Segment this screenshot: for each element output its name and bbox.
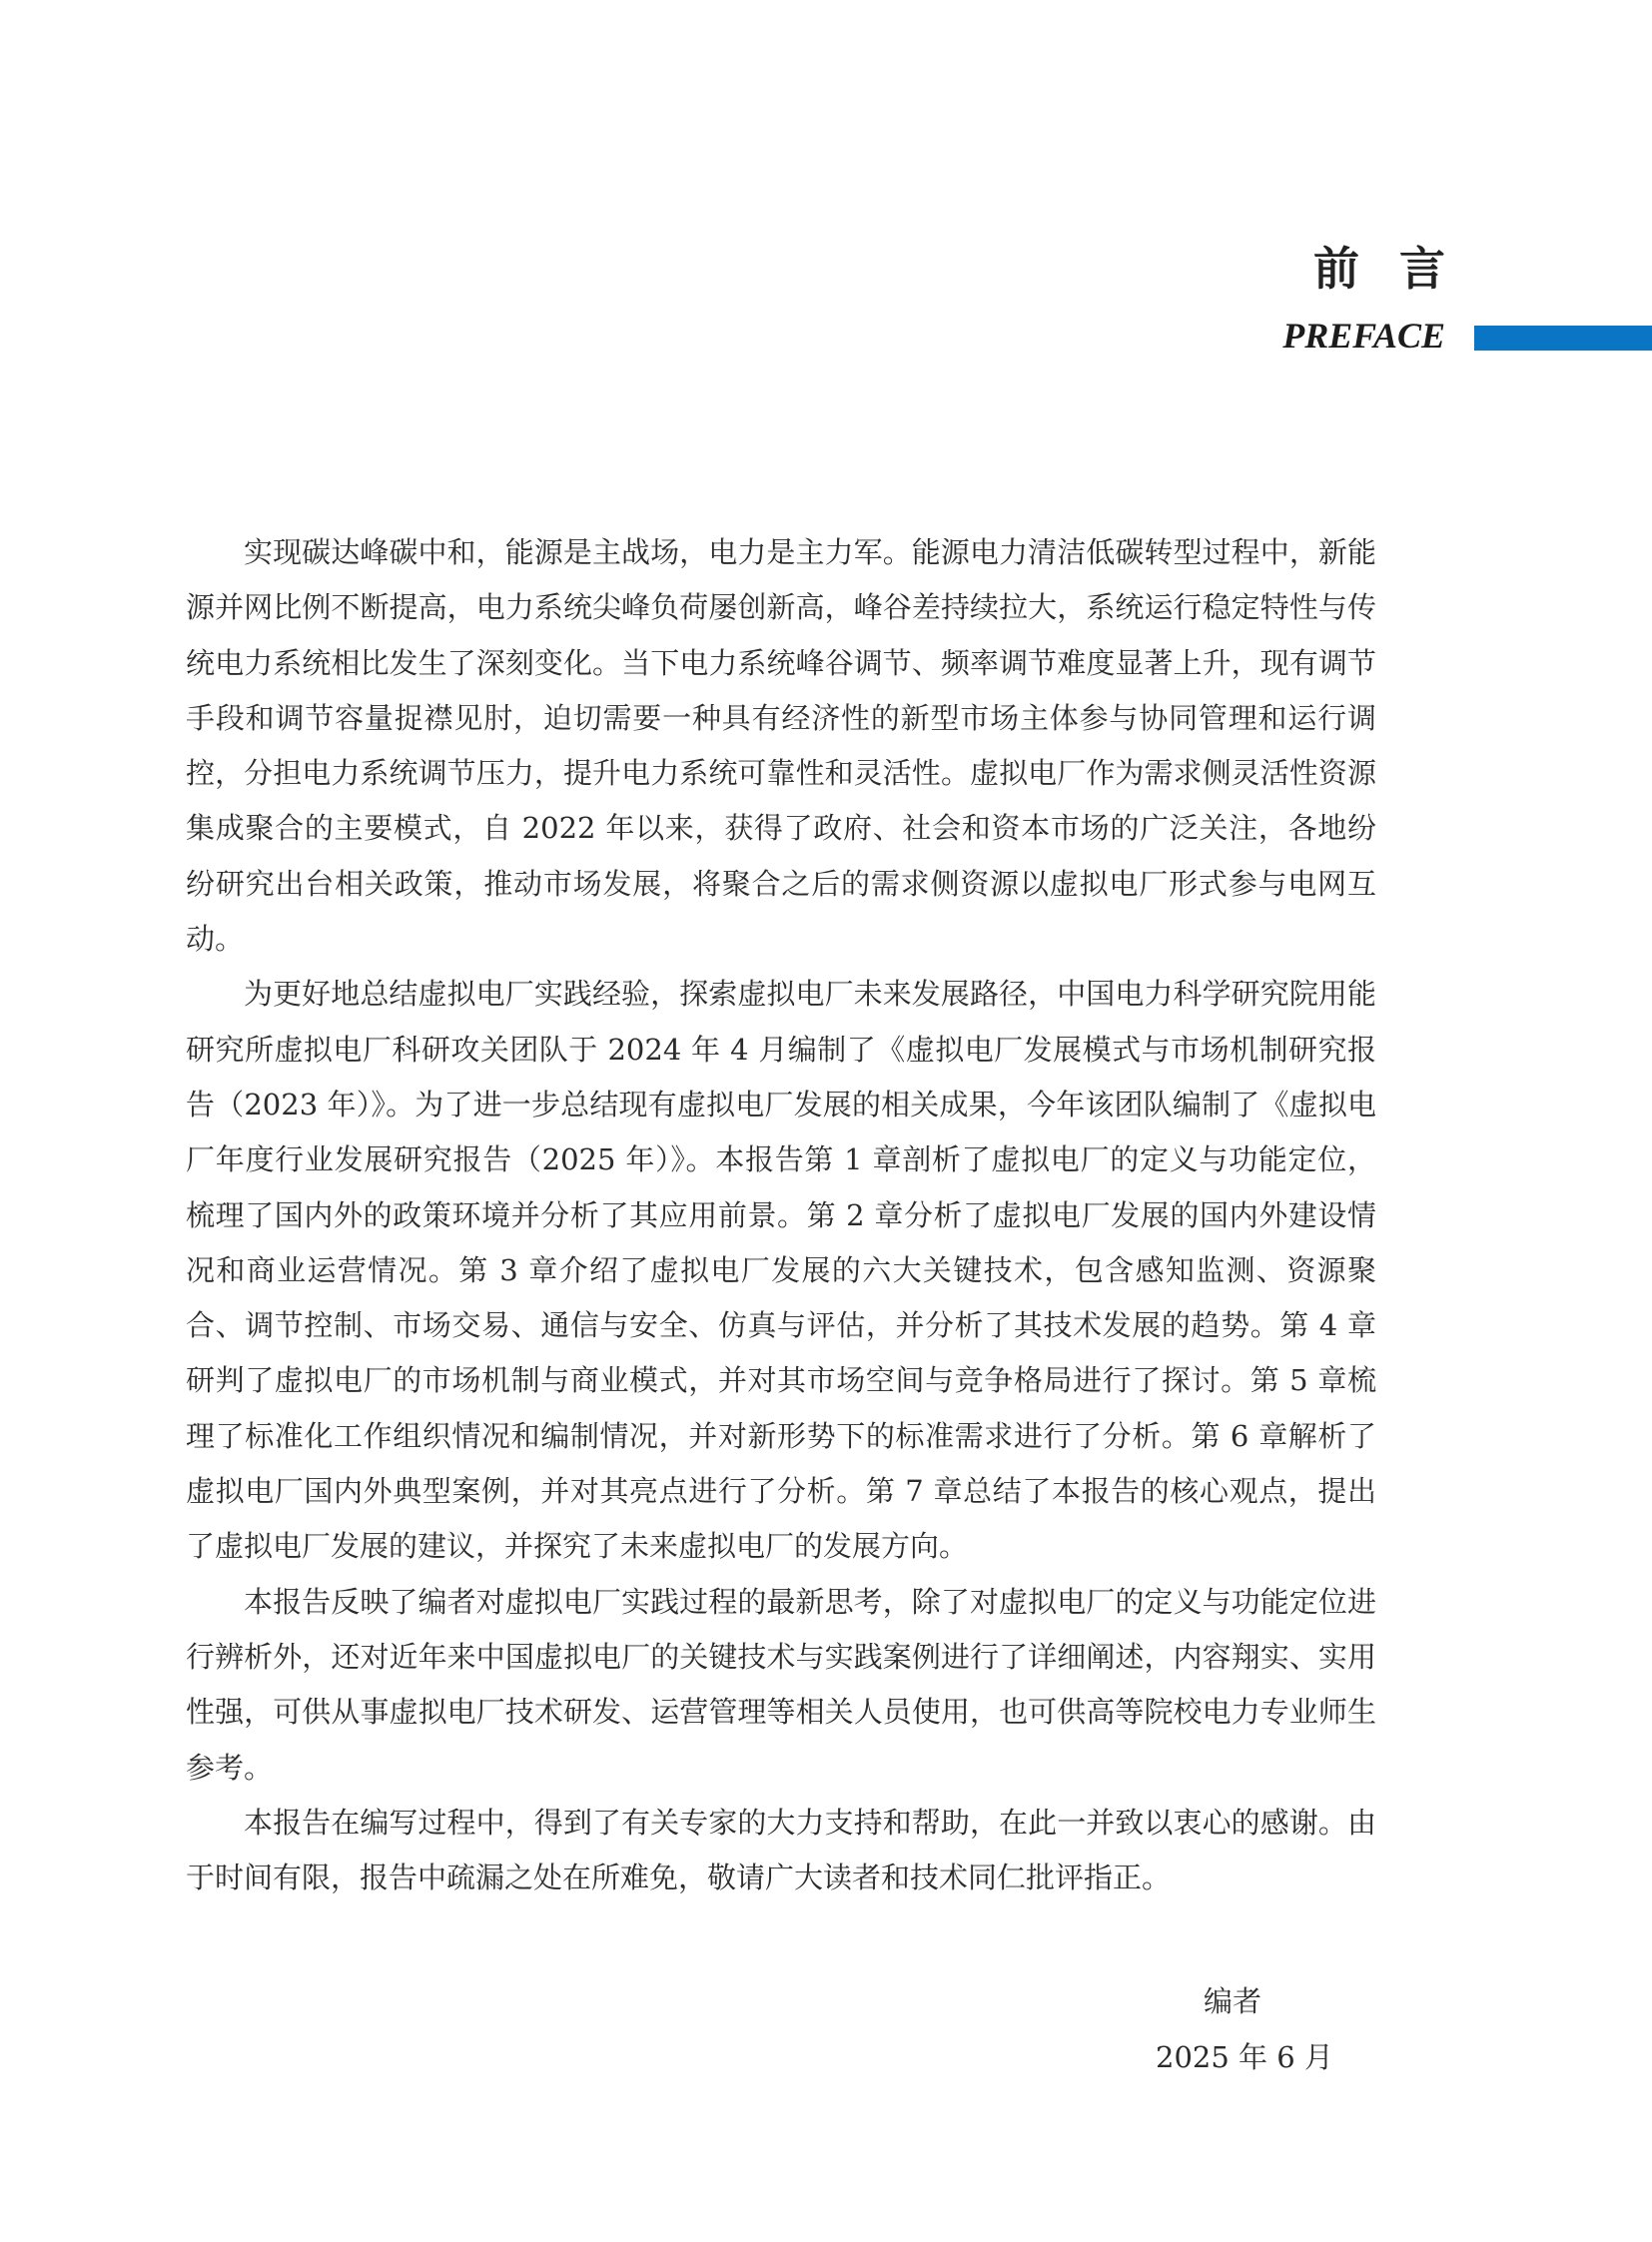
page-subtitle-en: PREFACE [1282,316,1445,356]
signature-author: 编者 [1204,1984,1262,2018]
paragraph: 本报告反映了编者对虚拟电厂实践过程的最新思考，除了对虚拟电厂的定义与功能定位进行辨析外，还对近年来中国虚拟电厂的关键技术与实践案例进行了详细阐述，内容翔实、实用性强，可供从事虚拟电厂技术研发、运营管理等相关人员使用，也可供高等院校电力专业师生参考。 [186,1584,1376,1785]
signature-date: 2025 年 6 月 [1156,2040,1333,2074]
page-title: 前言 [1313,242,1485,296]
preface-body [186,525,1376,1905]
paragraph: 实现碳达峰碳中和，能源是主战场，电力是主力军。能源电力清洁低碳转型过程中，新能源并网比例不断提高，电力系统尖峰负荷屡创新高，峰谷差持续拉大，系统运行稳定特性与传统电力系统相比发生了深刻变化。当下电力系统峰谷调节、频率调节难度显著上升，现有调节手段和调节容量捉襟见肘，迫切需要一种具有经济性的新型市场主体参与协同管理和运行调控，分担电力系统调节压力，提升电力系统可靠性和灵活性。虚拟电厂作为需求侧灵活性资源集成聚合的主要模式，自 2022 年以来，获得了政府、社会和资本市场的广泛关注，各地纷纷研究出台相关政策，推动市场发展，将聚合之后的需求侧资源以虚拟电厂形式参与电网互动。 [186,535,1376,957]
paragraph: 为更好地总结虚拟电厂实践经验，探索虚拟电厂未来发展路径，中国电力科学研究院用能研究所虚拟电厂科研攻关团队于 2024 年 4 月编制了《虚拟电厂发展模式与市场机制研究报告（2023 年）》。为了进一步总结现有虚拟电厂发展的相关成果，今年该团队编制了《虚拟电厂年度行业发展研究报告（2025 年）》。本报告第 1 章剖析了虚拟电厂的定义与功能定位，梳理了国内外的政策环境并分析了其应用前景。第 2 章分析了虚拟电厂发展的国内外建设情况和商业运营情况。第 3 章介绍了虚拟电厂发展的六大关键技术，包含感知监测、资源聚合、调节控制、市场交易、通信与安全、仿真与评估，并分析了其技术发展的趋势。第 4 章研判了虚拟电厂的市场机制与商业模式，并对其市场空间与竞争格局进行了探讨。第 5 章梳理了标准化工作组织情况和编制情况，并对新形势下的标准需求进行了分析。第 6 章解析了虚拟电厂国内外典型案例，并对其亮点进行了分析。第 7 章总结了本报告的核心观点，提出了虚拟电厂发展的建议，并探究了未来虚拟电厂的发展方向。 [186,977,1376,1564]
accent-bar [1474,326,1652,351]
paragraph: 本报告在编写过程中，得到了有关专家的大力支持和帮助，在此一并致以衷心的感谢。由于时间有限，报告中疏漏之处在所难免，敬请广大读者和技术同仁批评指正。 [186,1805,1376,1895]
